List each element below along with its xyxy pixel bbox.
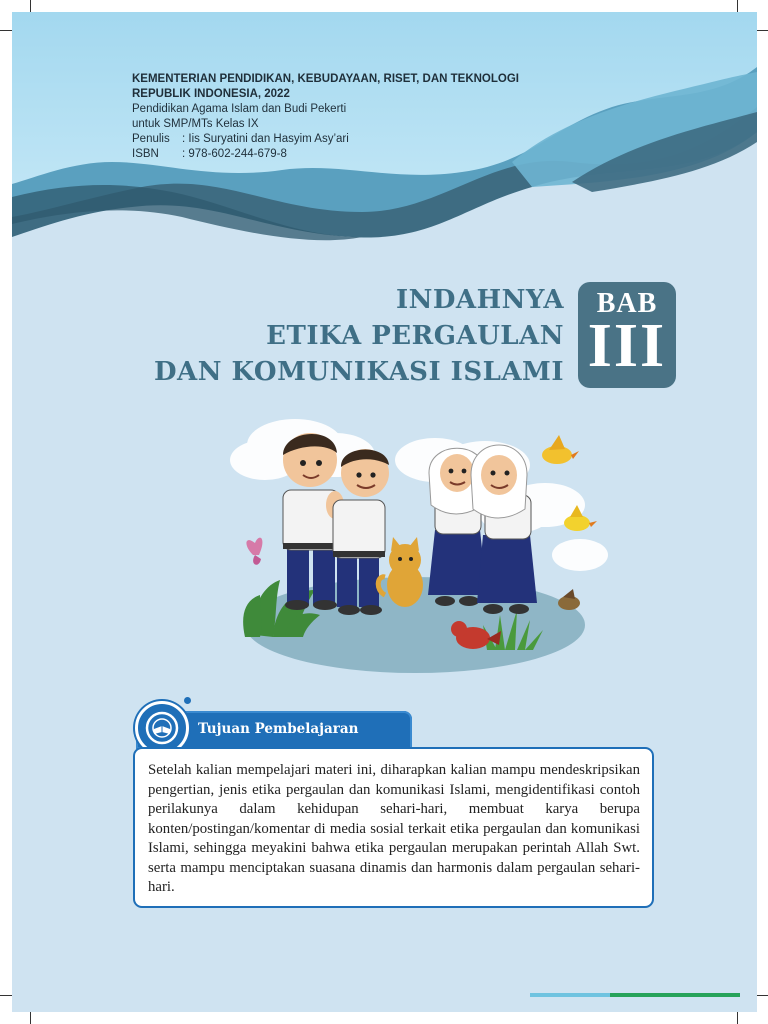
chapter-badge bbox=[578, 282, 676, 388]
isbn-row bbox=[132, 147, 519, 162]
isbn-value: : 978-602-244-679-8 bbox=[182, 148, 287, 160]
publication-info bbox=[132, 72, 519, 162]
isbn-key: ISBN bbox=[132, 148, 159, 160]
chapter-title-line-1: INDAHNYA bbox=[395, 285, 564, 315]
learning-goal-heading: Tujuan Pembelajaran bbox=[198, 721, 359, 737]
learning-goal-text: Setelah kalian mempelajari materi ini, diharapkan kalian mampu mendeskripsikan pengertian, jenis etika pergaulan dan komunikasi Islami, mengidentifikasi contoh perilakunya dalam kehidupan sehari-hari, membuat karya berupa konten/postingan/komentar di media sosial terkait etika pergaulan dan komunikasi Islami, sehingga meyakini bahwa etika pergaulan merupakan perintah Allah Swt. serta mampu menciptakan suasana dinamis dan harmonis dalam pergaulan sehari-hari. bbox=[148, 762, 640, 895]
author-key: Penulis bbox=[132, 133, 170, 145]
girl-figure bbox=[471, 445, 537, 614]
butterfly-figure bbox=[246, 538, 262, 565]
chapter-badge-number: III bbox=[587, 312, 667, 380]
publisher-year-line: REPUBLIK INDONESIA, 2022 bbox=[132, 88, 290, 100]
chapter-title-line-3: DAN KOMUNIKASI ISLAMI bbox=[153, 357, 564, 387]
bird-figure bbox=[542, 435, 579, 464]
book-target-icon bbox=[138, 704, 186, 752]
chapter-title-line-2: ETIKA PERGAULAN bbox=[266, 321, 564, 351]
author-row bbox=[132, 132, 519, 147]
book-grade-line: untuk SMP/MTs Kelas IX bbox=[132, 118, 259, 130]
chapter-title bbox=[154, 282, 564, 390]
chapter-badge-label: BAB bbox=[596, 288, 658, 319]
book-title-line: Pendidikan Agama Islam dan Budi Pekerti bbox=[132, 103, 347, 115]
learning-goal-box bbox=[133, 747, 654, 908]
author-value: : Iis Suryatini dan Hasyim Asy’ari bbox=[182, 133, 349, 145]
decor-dot bbox=[184, 697, 191, 704]
publisher-line: KEMENTERIAN PENDIDIKAN, KEBUDAYAAN, RISET, DAN TEKNOLOGI bbox=[132, 73, 519, 85]
students-greeting-illustration bbox=[225, 405, 615, 675]
bird-figure bbox=[558, 589, 580, 610]
